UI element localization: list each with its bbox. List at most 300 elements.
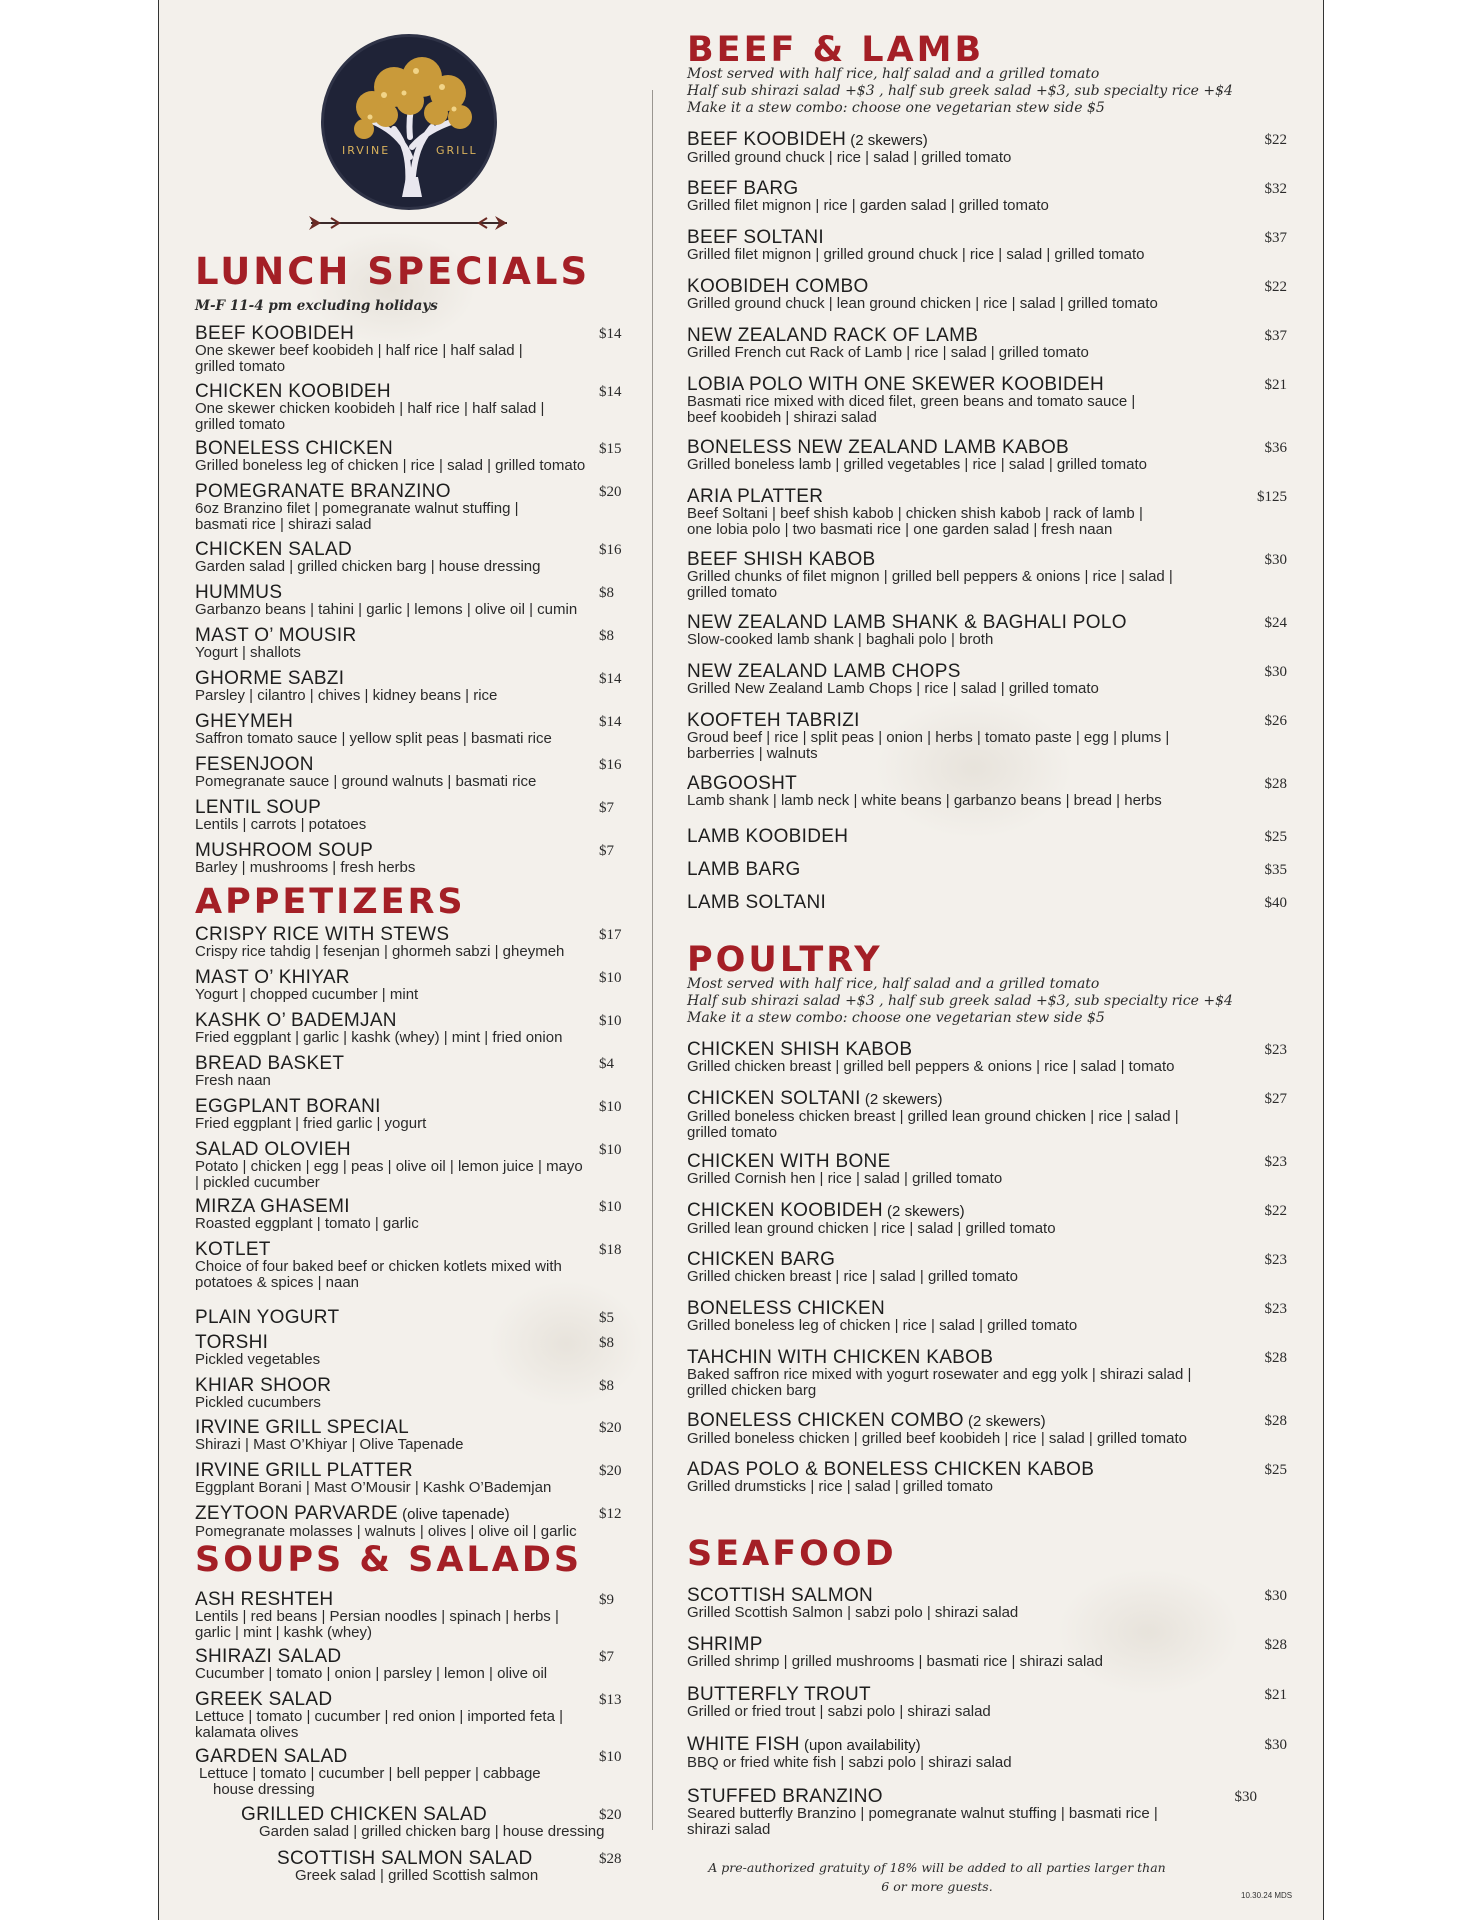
soups-menu-item [195, 1647, 635, 1682]
item-price: $22 [1264, 279, 1287, 295]
seafood-menu-item [687, 1586, 1287, 1621]
item-name [687, 487, 1287, 506]
item-name [687, 438, 1287, 457]
item-description: Grilled drumsticks | rice | salad | grilled tomato [687, 1478, 993, 1495]
appetizers-menu-item [195, 1333, 635, 1368]
item-description: Choice of four baked beef or chicken kotlets mixed with [195, 1258, 562, 1275]
item-price: $8 [599, 585, 614, 601]
item-price: $7 [599, 843, 614, 859]
item-name-text: KHIAR SHOOR [195, 1375, 332, 1396]
appetizers-menu-item [195, 1197, 635, 1232]
item-description: Grilled boneless leg of chicken | rice | salad | grilled tomato [195, 457, 586, 474]
item-price: $27 [1264, 1091, 1287, 1107]
appetizers-menu-item [195, 1376, 635, 1411]
item-price: $25 [1264, 1462, 1287, 1478]
item-price: $10 [599, 1013, 622, 1029]
item-price: $15 [599, 441, 622, 457]
item-description: Pickled cucumbers [195, 1394, 321, 1411]
seafood-menu-item [687, 1735, 1287, 1771]
item-description: Groud beef | rice | split peas | onion | herbs | tomato paste | egg | plums | [687, 729, 1170, 746]
item-name-text: GARDEN SALAD [195, 1746, 348, 1767]
item-description: grilled tomato [195, 357, 286, 375]
irvine-grill-logo [319, 34, 499, 234]
item-name-text: ZEYTOON PARVARDE [195, 1503, 398, 1524]
beef-menu-item [687, 375, 1287, 425]
item-price: $23 [1264, 1301, 1287, 1317]
item-description: Grilled New Zealand Lamb Chops | rice | salad | grilled tomato [687, 680, 1099, 697]
item-price: $18 [599, 1242, 622, 1258]
item-price: $5 [599, 1310, 614, 1326]
poultry-menu-item [687, 1152, 1287, 1187]
item-name-text: BEEF SOLTANI [687, 227, 824, 248]
item-name [687, 827, 1287, 846]
beef-lamb-note-1: Most served with half rice, half salad and a grilled tomato [687, 66, 1100, 82]
item-name-text: POMEGRANATE BRANZINO [195, 481, 451, 502]
item-price: $40 [1264, 895, 1287, 911]
beef-menu-item [687, 827, 1287, 846]
item-name-text: TAHCHIN WITH CHICKEN KABOB [687, 1347, 994, 1368]
item-name [195, 841, 635, 860]
logo-text-left: IRVINE [342, 144, 391, 157]
lunch-menu-item [195, 324, 635, 374]
item-price: $37 [1264, 328, 1287, 344]
item-name [195, 482, 635, 501]
item-name [687, 1735, 1287, 1755]
item-description: barberries | walnuts [687, 744, 818, 762]
item-name-text: MIRZA GHASEMI [195, 1196, 350, 1217]
item-tag: (2 skewers) [963, 1413, 1046, 1430]
item-name [687, 662, 1287, 681]
item-price: $10 [599, 970, 622, 986]
item-price: $23 [1264, 1042, 1287, 1058]
item-description: 6oz Branzino filet | pomegranate walnut stuffing | [195, 500, 519, 517]
item-description: One skewer beef koobideh | half rice | half salad | [195, 342, 523, 359]
item-description: Parsley | cilantro | chives | kidney beans | rice [195, 687, 498, 704]
item-name [195, 439, 635, 458]
item-name [195, 1197, 635, 1216]
item-name-text: BEEF KOOBIDEH [687, 129, 847, 150]
seafood-menu-item [687, 1635, 1287, 1670]
item-description: potatoes & spices | naan [195, 1273, 360, 1291]
item-description: Fried eggplant | fried garlic | yogurt [195, 1115, 427, 1132]
item-name-text: SCOTTISH SALMON [687, 1585, 874, 1606]
item-description: beef koobideh | shirazi salad [687, 408, 877, 426]
appetizers-menu-item [195, 1418, 635, 1453]
item-price: $14 [599, 671, 622, 687]
item-name-text: GHEYMEH [195, 711, 294, 732]
poultry-menu-item [687, 1201, 1287, 1237]
beef-lamb-note-2: Half sub shirazi salad +$3 , half sub greek salad +$3, sub specialty rice +$4 [687, 83, 1233, 99]
item-price: $28 [1264, 1350, 1287, 1366]
lunch-menu-item [195, 626, 635, 661]
item-name [195, 1747, 635, 1766]
item-name [195, 583, 635, 602]
item-name-text: SHRIMP [687, 1634, 763, 1655]
item-description: One skewer chicken koobideh | half rice | half salad | [195, 400, 545, 417]
item-tag: (2 skewers) [860, 1091, 943, 1108]
item-name-text: SALAD OLOVIEH [195, 1139, 351, 1160]
poultry-menu-item [687, 1250, 1287, 1285]
soups-menu-item [195, 1590, 635, 1640]
item-price: $30 [1264, 1588, 1287, 1604]
item-name [687, 1201, 1287, 1221]
item-name-text: MAST O’ MOUSIR [195, 625, 357, 646]
item-tag: (2 skewers) [882, 1203, 965, 1220]
appetizers-menu-item [195, 1461, 635, 1496]
item-price: $8 [599, 628, 614, 644]
item-name [687, 613, 1287, 632]
item-name [195, 925, 635, 944]
item-description: Grilled boneless lamb | grilled vegetables | rice | salad | grilled tomato [687, 456, 1147, 473]
item-price: $22 [1264, 1203, 1287, 1219]
item-name [195, 1461, 635, 1480]
beef-menu-item [687, 277, 1287, 312]
item-name [687, 1411, 1287, 1431]
poultry-menu-item [687, 1040, 1287, 1075]
item-name [195, 1590, 635, 1609]
beef-lamb-note-3: Make it a stew combo: choose one vegetarian stew side $5 [687, 100, 1105, 116]
item-name-text: GREEK SALAD [195, 1689, 333, 1710]
item-name [195, 798, 635, 817]
item-name [687, 1040, 1287, 1059]
item-name [195, 382, 635, 401]
item-name-text: NEW ZEALAND LAMB SHANK & BAGHALI POLO [687, 612, 1127, 633]
poultry-note-3: Make it a stew combo: choose one vegetarian stew side $5 [687, 1010, 1105, 1026]
poultry-menu-item [687, 1348, 1287, 1398]
item-description: Fried eggplant | garlic | kashk (whey) | mint | fried onion [195, 1029, 563, 1046]
item-price: $16 [599, 542, 622, 558]
lunch-menu-item [195, 841, 635, 876]
item-name [687, 1089, 1287, 1109]
poultry-menu-item [687, 1460, 1287, 1495]
item-description: one lobia polo | two basmati rice | one garden salad | fresh naan [687, 520, 1113, 538]
appetizers-menu-item [195, 1097, 635, 1132]
item-price: $30 [1264, 552, 1287, 568]
item-description: garlic | mint | kashk (whey) [195, 1623, 373, 1641]
item-name [195, 712, 635, 731]
item-description: Lamb shank | lamb neck | white beans | garbanzo beans | bread | herbs [687, 792, 1162, 809]
lunch-menu-item [195, 382, 635, 432]
item-description: basmati rice | shirazi salad [195, 515, 372, 533]
item-description: Grilled shrimp | grilled mushrooms | basmati rice | shirazi salad [687, 1653, 1103, 1670]
item-description: Grilled or fried trout | sabzi polo | shirazi salad [687, 1703, 991, 1720]
beef-menu-item [687, 893, 1287, 912]
lunch-menu-item [195, 482, 635, 532]
item-description: Grilled boneless chicken breast | grilled lean ground chicken | rice | salad | [687, 1108, 1179, 1125]
column-divider [652, 90, 653, 1830]
item-name [687, 130, 1287, 150]
beef-menu-item [687, 860, 1287, 879]
item-name-text: LOBIA POLO WITH ONE SKEWER KOOBIDEH [687, 374, 1104, 395]
item-price: $28 [1264, 1637, 1287, 1653]
item-description: Cucumber | tomato | onion | parsley | lemon | olive oil [195, 1665, 548, 1682]
item-description: Grilled filet mignon | grilled ground chuck | rice | salad | grilled tomato [687, 246, 1145, 263]
item-description: Lettuce | tomato | cucumber | bell pepper | cabbage [199, 1765, 541, 1782]
item-description: Grilled lean ground chicken | rice | salad | grilled tomato [687, 1220, 1056, 1237]
poultry-menu-item [687, 1411, 1287, 1447]
item-name [687, 326, 1287, 345]
item-name-text: SHIRAZI SALAD [195, 1646, 342, 1667]
item-price: $28 [599, 1851, 622, 1867]
item-name-text: IRVINE GRILL SPECIAL [195, 1417, 410, 1438]
appetizers-title: APPETIZERS [195, 882, 466, 922]
item-name [687, 1348, 1287, 1367]
item-name [195, 1333, 635, 1352]
item-name [195, 1011, 635, 1030]
item-name-text: CHICKEN BARG [687, 1249, 836, 1270]
item-name [277, 1849, 717, 1868]
item-price: $125 [1257, 489, 1287, 505]
item-description: Crispy rice tahdig | fesenjan | ghormeh sabzi | gheymeh [195, 943, 565, 960]
item-name [195, 1647, 635, 1666]
item-description: grilled tomato [687, 1123, 778, 1141]
item-description: Pomegranate sauce | ground walnuts | basmati rice [195, 773, 537, 790]
item-description: Eggplant Borani | Mast O’Mousir | Kashk O’Bademjan [195, 1479, 552, 1496]
item-description: Basmati rice mixed with diced filet, green beans and tomato sauce | [687, 393, 1136, 410]
item-name-text: GHORME SABZI [195, 668, 345, 689]
item-description: Saffron tomato sauce | yellow split peas | basmati rice [195, 730, 552, 747]
item-name-text: STUFFED BRANZINO [687, 1786, 883, 1807]
item-name [195, 1418, 635, 1437]
item-name-text: PLAIN YOGURT [195, 1307, 340, 1328]
item-price: $21 [1264, 1687, 1287, 1703]
item-name-text: ABGOOSHT [687, 773, 798, 794]
item-description: Grilled boneless leg of chicken | rice | salad | grilled tomato [687, 1317, 1078, 1334]
appetizers-menu-item [195, 1504, 635, 1540]
item-name-text: LENTIL SOUP [195, 797, 322, 818]
lunch-menu-item [195, 540, 635, 575]
item-price: $10 [599, 1099, 622, 1115]
item-name-text: MUSHROOM SOUP [195, 840, 374, 861]
lunch-menu-item [195, 583, 635, 618]
item-description: kalamata olives [195, 1723, 299, 1741]
item-description: Grilled Cornish hen | rice | salad | grilled tomato [687, 1170, 1003, 1187]
item-name [687, 1685, 1287, 1704]
item-description: house dressing [213, 1780, 315, 1798]
item-name-text: KOTLET [195, 1239, 271, 1260]
item-name-text: ADAS POLO & BONELESS CHICKEN KABOB [687, 1459, 1095, 1480]
beef-menu-item [687, 662, 1287, 697]
item-description: Baked saffron rice mixed with yogurt rosewater and egg yolk | shirazi salad | [687, 1366, 1192, 1383]
item-price: $16 [599, 757, 622, 773]
item-name [687, 228, 1287, 247]
item-name-text: CHICKEN SHISH KABOB [687, 1039, 913, 1060]
item-name-text: NEW ZEALAND RACK OF LAMB [687, 325, 979, 346]
item-price: $10 [599, 1199, 622, 1215]
seafood-menu-item [687, 1685, 1287, 1720]
item-description: Beef Soltani | beef shish kabob | chicken shish kabob | rack of lamb | [687, 505, 1143, 522]
item-description: Yogurt | chopped cucumber | mint [195, 986, 419, 1003]
item-name-text: MAST O’ KHIYAR [195, 967, 350, 988]
item-description: Lentils | carrots | potatoes [195, 816, 367, 833]
item-name [687, 860, 1287, 879]
item-name [195, 1054, 635, 1073]
item-name-text: ASH RESHTEH [195, 1589, 334, 1610]
item-tag: (2 skewers) [846, 132, 928, 149]
item-name-text: BUTTERFLY TROUT [687, 1684, 871, 1705]
appetizers-menu-item [195, 925, 635, 960]
item-name-text: IRVINE GRILL PLATTER [195, 1460, 413, 1481]
item-name [195, 324, 635, 343]
item-description: Yogurt | shallots [195, 644, 301, 661]
item-name [195, 669, 635, 688]
item-description: Grilled chicken breast | rice | salad | grilled tomato [687, 1268, 1018, 1285]
item-description: Grilled Scottish Salmon | sabzi polo | shirazi salad [687, 1604, 1019, 1621]
item-name-text: BONELESS CHICKEN [687, 1298, 886, 1319]
item-price: $26 [1264, 713, 1287, 729]
beef-menu-item [687, 130, 1287, 166]
appetizers-menu-item [195, 1308, 635, 1327]
item-price: $8 [599, 1378, 614, 1394]
item-name [195, 968, 635, 987]
item-price: $12 [599, 1506, 622, 1522]
item-price: $30 [1234, 1789, 1257, 1805]
item-name-text: LAMB BARG [687, 859, 801, 880]
item-name-text: EGGPLANT BORANI [195, 1096, 381, 1117]
soups-salads-title: SOUPS & SALADS [195, 1540, 583, 1580]
lunch-menu-item [195, 712, 635, 747]
beef-menu-item [687, 774, 1287, 809]
poultry-note-1: Most served with half rice, half salad and a grilled tomato [687, 976, 1100, 992]
item-price: $23 [1264, 1252, 1287, 1268]
item-price: $20 [599, 1807, 622, 1823]
lunch-specials-subtitle: M-F 11-4 pm excluding holidays [195, 298, 438, 314]
poultry-menu-item [687, 1299, 1287, 1334]
item-name [687, 1250, 1287, 1269]
item-name-text: TORSHI [195, 1332, 269, 1353]
beef-menu-item [687, 179, 1287, 214]
item-name-text: CHICKEN SALAD [195, 539, 352, 560]
item-price: $35 [1264, 862, 1287, 878]
item-name [195, 1690, 635, 1709]
item-price: $22 [1264, 132, 1287, 148]
item-name-text: ARIA PLATTER [687, 486, 824, 507]
item-description: Fresh naan [195, 1072, 271, 1089]
item-price: $9 [599, 1592, 614, 1608]
soups-menu-item [195, 1690, 635, 1740]
item-name [687, 774, 1287, 793]
item-description: Grilled boneless chicken | grilled beef koobideh | rice | salad | grilled tomato [687, 1430, 1188, 1447]
soups-menu-item [195, 1747, 635, 1797]
lunch-menu-item [195, 755, 635, 790]
item-name-text: BEEF BARG [687, 178, 799, 199]
item-name [687, 179, 1287, 198]
lunch-menu-item [195, 798, 635, 833]
item-name-text: NEW ZEALAND LAMB CHOPS [687, 661, 961, 682]
item-description: BBQ or fried white fish | sabzi polo | shirazi salad [687, 1754, 1012, 1771]
item-price: $20 [599, 1463, 622, 1479]
beef-menu-item [687, 487, 1287, 537]
seafood-menu-item [687, 1787, 1287, 1837]
item-name-text: CRISPY RICE WITH STEWS [195, 924, 450, 945]
item-description: shirazi salad [687, 1820, 771, 1838]
item-name [687, 893, 1287, 912]
item-name-text: KOOBIDEH COMBO [687, 276, 869, 297]
item-price: $37 [1264, 230, 1287, 246]
beef-lamb-title: BEEF & LAMB [687, 30, 985, 70]
item-name [195, 1097, 635, 1116]
item-price: $7 [599, 800, 614, 816]
item-name-text: FESENJOON [195, 754, 314, 775]
item-name [687, 711, 1287, 730]
item-name [195, 1376, 635, 1395]
item-name-text: BEEF SHISH KABOB [687, 549, 876, 570]
arrow-ornament-icon [301, 214, 517, 232]
item-price: $14 [599, 326, 622, 342]
item-description: Grilled chicken breast | grilled bell peppers & onions | rice | salad | tomato [687, 1058, 1175, 1075]
item-description: Slow-cooked lamb shank | baghali polo | broth [687, 631, 994, 648]
soups-menu-item [241, 1805, 681, 1840]
seafood-title: SEAFOOD [687, 1534, 897, 1574]
item-name-text: GRILLED CHICKEN SALAD [241, 1804, 487, 1825]
item-name-text: BEEF KOOBIDEH [195, 323, 355, 344]
item-price: $28 [1264, 776, 1287, 792]
item-description: grilled tomato [195, 415, 286, 433]
appetizers-menu-item [195, 968, 635, 1003]
item-price: $23 [1264, 1154, 1287, 1170]
poultry-title: POULTRY [687, 940, 883, 980]
appetizers-menu-item [195, 1054, 635, 1089]
item-description: | pickled cucumber [195, 1173, 320, 1191]
menu-page [158, 0, 1324, 1920]
item-price: $17 [599, 927, 622, 943]
item-name-text: CHICKEN KOOBIDEH [195, 381, 391, 402]
beef-menu-item [687, 326, 1287, 361]
item-name [687, 375, 1287, 394]
item-description: Lettuce | tomato | cucumber | red onion | imported feta | [195, 1708, 564, 1725]
item-price: $7 [599, 1649, 614, 1665]
item-name [195, 626, 635, 645]
lunch-menu-item [195, 669, 635, 704]
item-price: $30 [1264, 664, 1287, 680]
item-name [195, 1240, 635, 1259]
item-name-text: WHITE FISH [687, 1734, 800, 1755]
item-name [687, 1152, 1287, 1171]
item-description: Roasted eggplant | tomato | garlic [195, 1215, 419, 1232]
beef-menu-item [687, 613, 1287, 648]
item-name-text: CHICKEN WITH BONE [687, 1151, 891, 1172]
item-description: Pomegranate molasses | walnuts | olives | olive oil | garlic [195, 1523, 577, 1540]
item-description: Seared butterfly Branzino | pomegranate walnut stuffing | basmati rice | [687, 1805, 1158, 1822]
item-price: $14 [599, 714, 622, 730]
item-price: $20 [599, 484, 622, 500]
item-price: $10 [599, 1749, 622, 1765]
item-price: $21 [1264, 377, 1287, 393]
item-name [687, 277, 1287, 296]
item-description: Grilled ground chuck | lean ground chicken | rice | salad | grilled tomato [687, 295, 1158, 312]
item-name-text: SCOTTISH SALMON SALAD [277, 1848, 533, 1869]
item-name [195, 755, 635, 774]
item-price: $14 [599, 384, 622, 400]
item-name-text: BONELESS CHICKEN COMBO [687, 1410, 964, 1431]
lunch-specials-title: LUNCH SPECIALS [195, 250, 591, 293]
item-price: $10 [599, 1142, 622, 1158]
item-price: $24 [1264, 615, 1287, 631]
beef-menu-item [687, 550, 1287, 600]
item-name [687, 1635, 1287, 1654]
appetizers-menu-item [195, 1011, 635, 1046]
item-name-text: BONELESS NEW ZEALAND LAMB KABOB [687, 437, 1070, 458]
item-description: Garbanzo beans | tahini | garlic | lemons | olive oil | cumin [195, 601, 578, 618]
item-name [687, 1787, 1287, 1806]
item-description: Grilled ground chuck | rice | salad | grilled tomato [687, 149, 1012, 166]
item-tag: (olive tapenade) [397, 1506, 510, 1523]
item-description: Greek salad | grilled Scottish salmon [295, 1867, 539, 1884]
item-description: Potato | chicken | egg | peas | olive oil | lemon juice | mayo [195, 1158, 583, 1175]
item-name-text: LAMB SOLTANI [687, 892, 827, 913]
item-description: Grilled filet mignon | rice | garden salad | grilled tomato [687, 197, 1049, 214]
item-price: $20 [599, 1420, 622, 1436]
